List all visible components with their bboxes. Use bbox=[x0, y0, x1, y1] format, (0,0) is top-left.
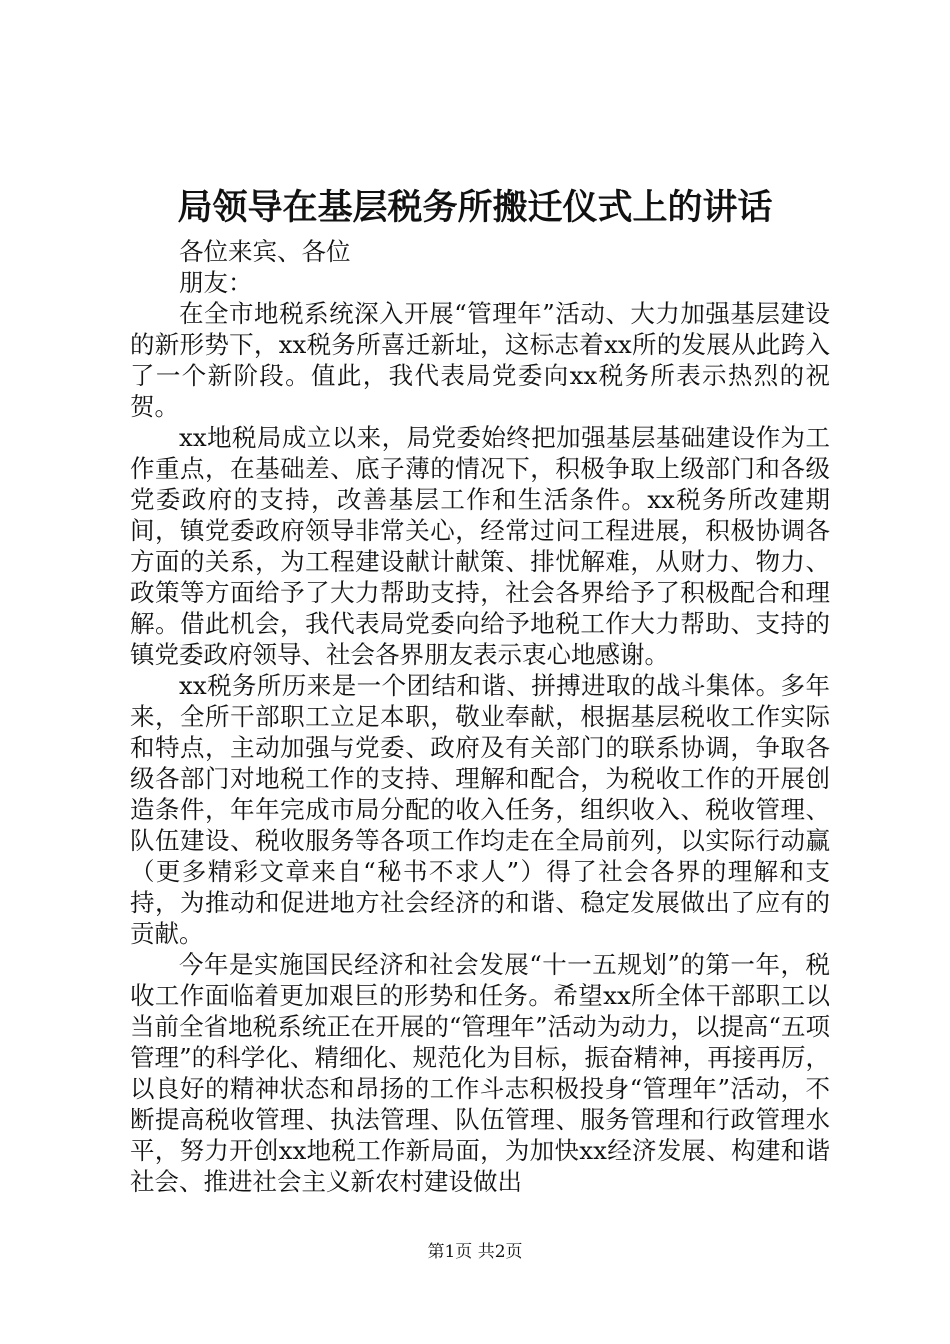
paragraph-4: 今年是实施国民经济和社会发展“十一五规划”的第一年，税收工作面临着更加艰巨的形势和任务。希望xx所全体干部职工以当前全省地税系统正在开展的“管理年”活动为动力，以提高“五项管理”的科学化、精细化、规范化为目标，振奋精神，再接再厉，以良好的精神状态和昂扬的工作斗志积极投身“管理年”活动，不断提高税收管理、执法管理、队伍管理、服务管理和行政管理水平，努力开创xx地税工作新局面，为加快xx经济发展、构建和谐社会、推进社会主义新农村建设做出 bbox=[130, 950, 830, 1196]
document-body bbox=[130, 236, 830, 1197]
paragraph-2: xx地税局成立以来，局党委始终把加强基层基础建设作为工作重点，在基础差、底子薄的情况下，积极争取上级部门和各级党委政府的支持，改善基层工作和生活条件。xx税务所改建期间，镇党委政府领导非常关心，经常过问工程进展，积极协调各方面的关系，为工程建设献计献策、排忧解难，从财力、物力、政策等方面给予了大力帮助支持，社会各界给予了积极配合和理解。借此机会，我代表局党委向给予地税工作大力帮助、支持的镇党委政府领导、社会各界朋友表示衷心地感谢。 bbox=[130, 423, 830, 669]
greeting-line-2: 朋友： bbox=[179, 268, 253, 297]
document-title: 局领导在基层税务所搬迁仪式上的讲话 bbox=[177, 187, 773, 228]
page-footer: 第1页 共2页 bbox=[427, 1242, 523, 1262]
greeting-line-1: 各位来宾、各位 bbox=[179, 237, 351, 266]
paragraph-3: xx税务所历来是一个团结和谐、拼搏进取的战斗集体。多年来，全所干部职工立足本职，敬业奉献，根据基层税收工作实际和特点，主动加强与党委、政府及有关部门的联系协调，争取各级各部门对地税工作的支持、理解和配合，为税收工作的开展创造条件，年年完成市局分配的收入任务，组织收入、税收管理、队伍建设、税收服务等各项工作均走在全局前列，以实际行动赢（更多精彩文章来自“秘书不求人”）得了社会各界的理解和支持，为推动和促进地方社会经济的和谐、稳定发展做出了应有的贡献。 bbox=[130, 671, 830, 948]
paragraph-1: 在全市地税系统深入开展“管理年”活动、大力加强基层建设的新形势下，xx税务所喜迁新址，这标志着xx所的发展从此跨入了一个新阶段。值此，我代表局党委向xx税务所表示热烈的祝贺。 bbox=[130, 299, 830, 421]
